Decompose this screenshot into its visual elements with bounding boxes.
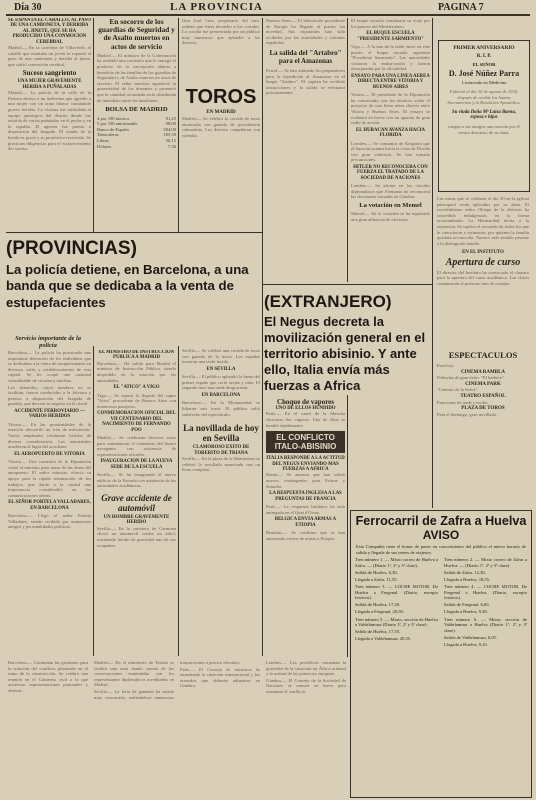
railway-notice-intro: Esta Compañía tiene el honor de poner en conocimiento del público el nuevo horario de salida y llegada de sus trenes de viajeros:: [356, 544, 526, 555]
section-header-provincias: (PROVINCIAS): [6, 238, 137, 259]
article-headline: La novillada de hoy en Sevilla: [183, 423, 259, 444]
article-subheadline: EL HURACAN AVANZA HACIA FLORIDA: [356, 127, 425, 139]
article-headline: Choque de vapores: [276, 398, 335, 406]
timetable-line: Llegada a Zafra, 11,55.: [355, 576, 398, 582]
newspaper-title: LA PROVINCIA: [170, 1, 263, 13]
stock-name: Dólares: [97, 143, 112, 149]
cinema-name: TEATRO ESPAÑOL: [460, 393, 506, 399]
timetable-line: Salida de Huelva, 17,55.: [355, 629, 401, 635]
timetable-left: [355, 557, 441, 649]
section-header-extranjero: (EXTRANJERO): [264, 292, 392, 311]
column-divider: [347, 18, 348, 282]
stock-table: [97, 116, 176, 150]
timetable-line: Salida de Fregenal, 6,00.: [444, 602, 490, 608]
column-1-top: SE ESPANTA EL CABALLO, AL PASO DE UNA CAMIONETA, Y DERRIBA AL JINETE, QUE SE HA PRODUCIDO UNA CONMOCION CEREBRAL Madrid.— En la carretera de Villaverde, el caballo que montaba un joven se espantó al paso de una camioneta y derribó al jinete, que sufrió conmoción cerebral. Suceso sangriento UNA MUJER GRAVEMENTE HERIDA A PUÑALADAS Madrid.— La policía de la calle de la Paloma detuvo a un individuo que agredió a una mujer con un arma blanca causándole graves heridas. La víctima fue trasladada al equipo quirúrgico del distrito donde fue asistida de varias puñaladas en el pecho y en la espalda. El agresor fue puesto a disposición del Juzgado. El estado de la herida es grave y su pronóstico reservado. Se practican diligencias para el esclarecimiento del suceso.: [8, 18, 91, 152]
article-headline: EL CONFLICTO ITALO-ABISINIO: [266, 431, 345, 453]
article-subheadline: BELGICA ENVIA ARMAS A ETIOPIA: [274, 517, 337, 528]
timetable-line: Tren número 4. — COCHE MOTOR. De Fregenal a Huelva. (Diario, excepto festivos).: [444, 584, 527, 601]
timetable-line: Salida de Huelva, 17,30.: [355, 602, 401, 608]
timetable-line: Salida de Huelva, 6,30.: [355, 569, 398, 575]
column-divider: [178, 346, 179, 656]
timetable-line: Llegada a Valdelamusa, 20,55.: [355, 636, 412, 642]
article-headline: Grave accidente de automóvil: [101, 492, 172, 513]
main-headline-policia: La policía detiene, en Barcelona, a una banda que se dedicaba a la venta de estupefacientes: [6, 262, 249, 310]
obituary-title: PRIMER ANIVERSARIO: [453, 45, 515, 51]
article-subheadline: UN HOMBRE GRAVEMENTE HERIDO: [103, 514, 170, 526]
article-subheadline: EL SEÑOR PORTELA VALLADARES, EN BARCELONA: [8, 500, 91, 511]
article-headline: En socorro de los guardias de Seguridad y de Asalto muertos en actos de servicio: [98, 18, 175, 51]
obituary-rip: R. I. P.: [476, 54, 492, 59]
column-4-bottom: Choque de vapores UNO DE ELLOS HUNDIDO París.— En el canal de la Mancha chocaron dos vapores. Uno de ellos se hundió rápidamente. EL CONFLICTO ITALO-ABISINIO ITALIA RESPONDE A LA ACTITUD DEL NEGUS ENVIANDO MAS FUERZAS A AFRICA Roma.— Se anuncia que han salido nuevos contingentes para Eritrea y Somalia. LA RESPUESTA INGLESA A LAS PREGUNTAS DE FRANCIA París.— La respuesta británica ha sido entregada en el Quai d'Orsay. BELGICA ENVIA ARMAS A ETIOPIA Bruselas.— Se confirma que se han autorizado envíos de armas a Etiopía.: [266, 398, 345, 541]
espectaculos-section: ESPECTACULOS Para hoy: CINEMA RAMBLA Películas de gran éxito. "El barbero". CINEMA PARK "Cuentos de la Selva". TEATRO ESPAÑOL Funciones de tarde y noche. PLAZA DE TOROS Para el domingo, gran novillada.: [437, 350, 529, 506]
timetable-line: Llegada a Huelva, 18,55.: [444, 576, 491, 582]
main-headline-negus: El Negus decreta la movilización general en el territorio abisinio. Y ante ello, Italia envía más fuerzas a Africa: [264, 314, 426, 393]
timetable-right: [441, 557, 527, 649]
article-subheadline: ITALIA RESPONDE A LA ACTITUD DEL NEGUS ENVIANDO MAS FUERZAS A AFRICA: [266, 456, 345, 472]
article-headline: BOLSA DE MADRID: [105, 106, 168, 114]
column-divider: [432, 18, 433, 508]
day-label: Día 30: [14, 2, 42, 13]
stock-value: 185,50: [163, 132, 176, 138]
article-subheadline: LA RESPUESTA INGLESA A LAS PREGUNTAS DE FRANCIA: [269, 491, 342, 502]
article-subheadline: EL "ATICO" A VIGO: [113, 385, 160, 391]
column-1-bottom: Barcelona.— La policía ha practicado una importante detención de los individuos que se dedicaban a la venta de estupefacientes en diversos cafés y establecimientos de esta capital. Se les ocupó una cantidad considerable de cocaína y morfina. Los detenidos, cuyos nombres no se facilitan, fueron conducidos a la Jefatura y puestos a disposición del Juzgado de guardia, que decretó su ingreso en la cárcel. ACCIDENTE FERROVIARIO — VARIOS HERIDOS Vitoria.— En las proximidades de la estación descarriló un tren de mercancías. Varios empleados resultaron heridos de diversa consideración. Las autoridades acudieron al lugar del accidente. EL AEROPUERTO DE VITORIA Vitoria.— Una comisión de la Diputación visitó al ministro para tratar de las obras del aeropuerto. El señor ministro ofreció su apoyo para la rápida terminación de los trabajos, que darán a la ciudad una importancia considerable en las comunicaciones aéreas. EL SEÑOR PORTELA VALLADARES, EN BARCELONA Barcelona.— Llegó el señor Portela Valladares, siendo recibido por numerosos amigos y personalidades políticas.: [8, 350, 91, 530]
timetable-line: Tren número 2. — Mixto correo de Zafra a Huelva. — (Diario 1ª, 2ª y 3ª clase).: [444, 557, 527, 568]
railway-notice-title: Ferrocarril de Zafra a Huelva: [355, 514, 527, 528]
obituary-box: PRIMER ANIVERSARIO R. I. P. EL SEÑOR D. José Núñez Parra Licenciado en Medicina Falleció el día 30 de agosto de 1934, después de recibir los Santos Sacramentos y la Bendición Apostólica. Su viuda Doña Mª Luisa Baena, esposa e hijos ruegan a sus amigos una oración por el eterno descanso de su alma.: [438, 40, 530, 192]
toros-headline: TOROS: [185, 85, 257, 108]
stock-value: 584,00: [163, 126, 176, 132]
article-headline: SE ESPANTA EL CABALLO, AL PASO DE UNA CAMIONETA, Y DERRIBA AL JINETE, QUE SE HA PRODUCIDO UNA CONMOCION CEREBRAL: [8, 18, 91, 45]
stock-value: 98,00: [165, 121, 176, 127]
column-3-bottom: Sevilla.— Se celebró una corrida de toros con ganado de la tierra. Los espadas tuvieron una tarde lucida. EN SEVILLA Sevilla.— El público aplaudió la faena del primer espada que cortó orejas y rabo. El segundo tuvo una tarde desgraciada. EN BARCELONA Barcelona.— En la Monumental se lidiaron seis toros. El público salió satisfecho del espectáculo. La novillada de hoy en Sevilla CLAMOROSO EXITO DE TORERITO DE TRIANA Sevilla.— En la plaza de la Maestranza se celebró la novillada anunciada con un lleno completo.: [182, 348, 260, 473]
article-subheadline: CONMEMORACION OFICIAL DEL VII CENTENARIO DEL NACIMIENTO DE FERNANDO POO: [97, 411, 176, 433]
stock-value: 36,15: [165, 137, 176, 143]
column-4-top: Buenos Aires.— El hidroavión procedente de Europa ha llegado al puerto sin novedad. Sus tripulantes han sido recibidos por las autoridades y colonias españolas. La salida del "Artabro" para el Amazonas Ferrol.— Se han ultimado los preparativos para la expedición al Amazonas en el buque "Artabro". El capitán ha recibido instrucciones y la salida se efectuará próximamente.: [266, 18, 345, 96]
column-divider: [262, 176, 263, 656]
article-subheadline: HITLER NO RECONOCERA CON FUERZA EL TRATADO DE LA SOCIEDAD DE NACIONES: [353, 164, 428, 181]
article-subheadline: EL BUQUE ESCUELA "PRESIDENTE SARMIENTO": [357, 31, 424, 42]
article-subheadline: EN BARCELONA: [201, 392, 241, 398]
article-subheadline: EL MINISTRO DE INSTRUCCION PUBLICA A MADRID: [98, 350, 175, 361]
article-subheadline: CLAMOROSO EXITO DE TORERITO DE TRIANA: [192, 445, 250, 456]
article-subheadline: EN EL INSTITUTO: [462, 250, 504, 256]
page-number: PAGINA 7: [438, 2, 484, 13]
bottom-columns: Barcelona.— Continúan las gestiones para la solución del conflicto planteado en el ramo de la construcción. Se celebró una reunión en el Gobierno civil a la que asistieron representaciones patronales y obreras. Madrid.— En el ministerio de Estado se facilitó una nota dando cuenta de las conversaciones mantenidas con los representantes diplomáticos acreditados en Madrid. Sevilla.— La feria de ganados ha estado muy concurrida, realizándose numerosas transacciones a precios elevados. París.— El Consejo de ministros ha examinado la situación internacional y los acuerdos que deberán adoptarse en Ginebra. Londres.— Los periódicos comentan la gravedad de la situación en África oriental y la actitud de las potencias europeas. Ginebra.— El Consejo de la Sociedad de Naciones se reunirá en breve para examinar el conflicto.: [8, 660, 346, 700]
obituary-family: Su viuda Doña Mª Luisa Baena, esposa e hijos: [452, 109, 516, 121]
timetable-line: Salida de Valdelamusa, 6,05.: [444, 634, 497, 640]
column-3-top: Don José Luis, propietario del toro, ordenó que fuera devuelto a los corrales. La corrida fue presenciada por un público muy numeroso que aplaudió a los diestros. TOROS EN MADRID Madrid.— Se celebró la corrida de toros anunciada con ganado de procedencia salmantina. Los diestros cumplieron con valentía.: [182, 18, 260, 138]
railway-notice: [350, 510, 532, 798]
article-headline: La salida del "Artabro" para el Amazonas: [269, 48, 342, 65]
article-subheadline: Servicio importante de la policía: [15, 335, 81, 350]
timetable-line: Llegada a Fregenal, 20,50.: [355, 609, 404, 615]
timetable-line: Tren número 5. — Mixto, sección de Huelva a Valdelamusa (Diario 1ª, 2ª y 3ª clase).: [355, 616, 438, 628]
obituary-el-senor: EL SEÑOR: [472, 62, 496, 67]
article-subheadline: ENSAYO PARA UNA LINEA AEREA DIRECTA ENTRE VITORIA Y BUENOS AIRES: [351, 73, 430, 90]
section-rule: [262, 284, 432, 285]
cinema-name: PLAZA DE TOROS: [461, 406, 505, 412]
stock-value: 81,25: [165, 115, 176, 121]
article-subheadline: EN MADRID: [206, 109, 236, 115]
column-divider: [178, 18, 179, 232]
article-subheadline: UNA MUJER GRAVEMENTE HERIDA A PUÑALADAS: [17, 79, 82, 90]
timetable-line: Tren número 3. — COCHE MOTOR. De Huelva a Fregenal. (Diario, excepto festivos).: [355, 584, 438, 601]
article-subheadline: EN SEVILLA: [206, 366, 236, 372]
stock-name: Libras: [97, 137, 109, 143]
column-2-bottom: EL MINISTRO DE INSTRUCCION PUBLICA A MADRID Barcelona.— Ha salido para Madrid el ministro de Instrucción Pública, siendo despedido en la estación por las autoridades. EL "ATICO" A VIGO Vigo.— Se espera la llegada del vapor "Atico" procedente de Buenos Aires con numerosos pasajeros. CONMEMORACION OFICIAL DEL VII CENTENARIO DEL NACIMIENTO DE FERNANDO POO Madrid.— Se celebrarán diversos actos para conmemorar el centenario del ilustre navegante, con asistencia de representaciones oficiales. INAUGURACION DE LA NUEVA SEDE DE LA ESCUELA Sevilla.— Se ha inaugurado el nuevo edificio de la Escuela con asistencia de las autoridades académicas. Grave accidente de automóvil UN HOMBRE GRAVEMENTE HERIDO Sevilla.— En la carretera de Carmona chocó un automóvil contra un árbol, resultando herido de gravedad uno de sus ocupantes.: [97, 350, 176, 548]
stock-name: 4 por 100 interior: [97, 115, 130, 121]
column-6-middle: Las misas que se celebren el día 30 en la iglesia parroquial serán aplicadas por su alma. El excelentísimo señor Obispo de la diócesis ha concedido indulgencias en la forma acostumbrada. La Hermandad invita a la asistencia. Se suplica el recuerdo de todos los que le conocieron y estimaron, por quienes la familia quedará reconocida. Nuestro más sentido pésame a la distinguida familia. EN EL INSTITUTO Apertura de curso El director del Instituto ha convocado al claustro para la apertura del curso académico. Las clases comenzarán el próximo mes de octubre.: [437, 196, 529, 286]
timetable-line: Llegada a Huelva, 9,30.: [444, 609, 488, 615]
article-headline: Apertura de curso: [445, 256, 521, 268]
stock-name: 5 por 100 amortizable: [97, 121, 138, 127]
cinema-name: CINEMA PARK: [465, 381, 501, 387]
article-subheadline: INAUGURACION DE LA NUEVA SEDE DE LA ESCUELA: [100, 459, 173, 470]
article-subheadline: EL AEROPUERTO DE VITORIA: [14, 451, 85, 457]
timetable-line: Llegada a Huelva, 9,10.: [444, 641, 488, 647]
column-divider: [93, 18, 94, 232]
stock-row: [97, 144, 176, 150]
column-2-top: En socorro de los guardias de Seguridad y de Asalto muertos en actos de servicio Madrid.— El ministro de la Gobernación ha recibido una comisión que le entregó el producto de la suscripción abierta a beneficio de las familias de los guardias de Seguridad y de Asalto muertos en actos de servicio. El señor ministro agradeció la generosidad de los donantes y prometió que la cantidad recaudada sería distribuida de inmediato entre los familiares. BOLSA DE MADRID 4 por 100 interior 81,25 5 por 100 amortizable 98,00 Banco de España 584,00 Tabacaleras 185,50 Libras 36,15 Dólares 7,36: [97, 18, 176, 149]
column-divider: [93, 346, 94, 656]
column-divider: [347, 395, 348, 657]
obituary-name: D. José Núñez Parra: [448, 69, 520, 78]
stock-name: Banco de España: [97, 126, 129, 132]
timetable-line: Tren número 1. — Mixto correo de Huelva a Zafra. — (Diario 1ª, 2ª y 3ª clase).: [355, 557, 438, 568]
masthead-rule: [6, 14, 530, 16]
stock-name: Tabacaleras: [97, 132, 119, 138]
cinema-name: CINEMA RAMBLA: [460, 369, 506, 375]
timetable-line: Tren número 6. — Mixto, sección de Valdelamusa a Huelva (Diario 1ª, 2ª y 3ª clase).: [444, 616, 527, 633]
timetable-line: Salida de Zafra, 12,30.: [444, 569, 486, 575]
railway-notice-subtitle: AVISO: [422, 528, 460, 542]
column-5-top: El buque escuela continuará su viaje por los puertos del Mediterráneo. EL BUQUE ESCUELA "PRESIDENTE SARMIENTO" Vigo.— A la una de la tarde entró en este puerto el buque escuela argentino "Presidente Sarmiento". Las autoridades visitaron la embarcación y fueron obsequiadas por la oficialidad. ENSAYO PARA UNA LINEA AEREA DIRECTA ENTRE VITORIA Y BUENOS AIRES Vitoria.— El presidente de la Diputación ha conversado con los técnicos sobre el proyecto de una línea aérea directa entre Vitoria y Buenos Aires. El ensayo se realizará en breve con un aparato de gran radio de acción. EL HURACAN AVANZA HACIA FLORIDA Londres.— Se comunica de Kingston que el huracán avanza hacia la costa de Florida con gran violencia. Se han tomado precauciones. HITLER NO RECONOCERA CON FUERZA EL TRATADO DE LA SOCIEDAD DE NACIONES Londres.— Se afirma en los círculos diplomáticos que Alemania no reconocerá las decisiones tomadas en Ginebra. La votación en Memel Memel.— En la votación se ha registrado una gran afluencia de electores.: [351, 18, 430, 222]
article-headline: La votación en Memel: [359, 201, 422, 209]
article-subheadline: ACCIDENTE FERROVIARIO — VARIOS HERIDOS: [14, 408, 85, 420]
article-subheadline: UNO DE ELLOS HUNDIDO: [275, 406, 336, 411]
stock-value: 7,36: [167, 143, 176, 149]
espectaculos-title: ESPECTACULOS: [448, 350, 518, 360]
article-headline: Suceso sangriento: [22, 69, 77, 78]
obituary-subtitle: Licenciado en Medicina: [461, 80, 507, 85]
